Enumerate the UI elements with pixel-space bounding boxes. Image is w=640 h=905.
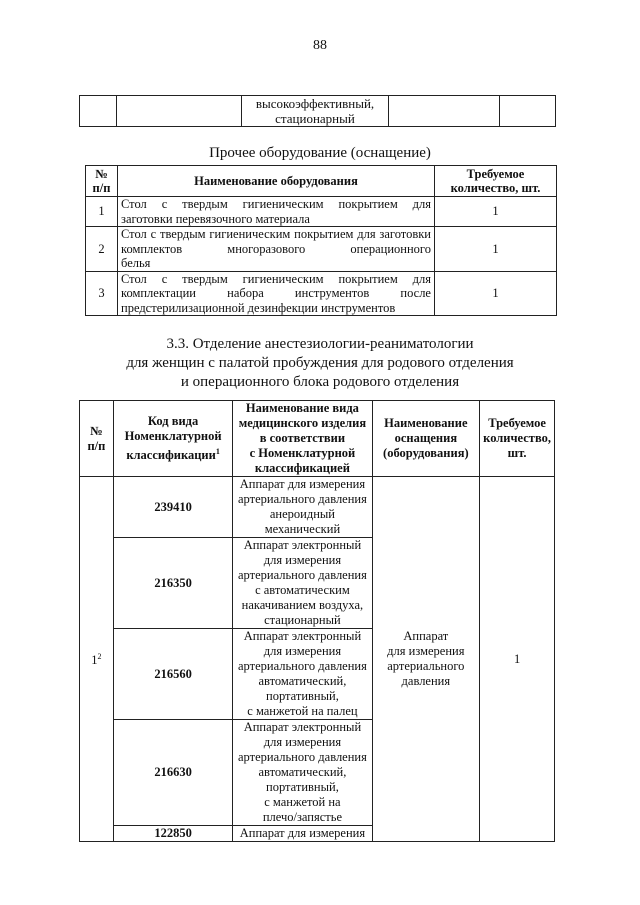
row-name-text: предстерилизационной дезинфекции инструментов	[121, 300, 396, 315]
device-line: автоматический,	[258, 674, 347, 688]
equipment-line: Аппарат	[403, 629, 449, 643]
header-text: Наименование вида	[245, 401, 359, 415]
row-num: 2	[86, 227, 118, 272]
table-row	[86, 227, 557, 272]
header-text: Код вида	[147, 413, 199, 428]
table-header-row	[80, 401, 555, 477]
device-line: с автоматическим	[255, 583, 350, 597]
section-heading-line: и операционного блока родового отделения	[180, 374, 460, 390]
device-line: механический	[264, 522, 341, 536]
row-name-text: Стол с твердым гигиеническим покрытием для	[121, 197, 431, 211]
header-text: в соответствии	[259, 431, 346, 445]
continuation-table	[79, 95, 556, 127]
header-text: №	[95, 167, 108, 181]
table-header-row	[86, 166, 557, 197]
code-cell: 216630	[113, 720, 233, 826]
other-equipment-table	[85, 165, 557, 316]
code-cell: 216560	[113, 629, 233, 720]
row-name	[118, 271, 435, 316]
header-num	[86, 166, 118, 197]
code-cell: 216350	[113, 538, 233, 629]
row-name-text: Стол с твердым гигиеническим покрытием для комплектации набора инструментов после	[121, 271, 431, 300]
header-text: классификацией	[254, 461, 350, 475]
row-num: 3	[86, 271, 118, 316]
quantity-cell: 1	[480, 477, 555, 842]
equipment-line: для измерения	[387, 644, 465, 658]
header-text: Номенклатурной	[124, 428, 222, 443]
other-equipment-title: Прочее оборудование (оснащение)	[209, 145, 431, 161]
device-line: портативный,	[266, 780, 339, 794]
continuation-name-cell	[242, 96, 389, 127]
device-cell	[233, 477, 372, 538]
header-text: п/п	[87, 438, 106, 453]
empty-cell	[117, 96, 242, 127]
header-text: количество,	[483, 431, 551, 445]
device-line: для измерения	[263, 644, 342, 658]
row-name	[118, 197, 435, 227]
table-row	[80, 477, 555, 538]
empty-cell	[80, 96, 117, 127]
device-line: артериального давления	[237, 492, 367, 506]
device-line: Аппарат электронный	[243, 720, 362, 734]
header-qty	[435, 166, 557, 197]
header-name: Наименование оборудования	[118, 166, 435, 197]
header-code	[113, 401, 233, 477]
table-row	[86, 197, 557, 227]
header-text: №	[90, 423, 103, 438]
footnote-mark: 1	[215, 446, 220, 456]
device-line: автоматический,	[258, 765, 347, 779]
equipment-line: давления	[401, 674, 451, 688]
anesthesiology-table	[79, 400, 555, 842]
section-heading-line: для женщин с палатой пробуждения для родового отделения	[126, 355, 514, 371]
row-qty: 1	[435, 271, 557, 316]
row-name	[118, 227, 435, 272]
device-cell	[233, 826, 372, 842]
device-line: накачиванием воздуха,	[241, 598, 364, 612]
device-cell	[233, 629, 372, 720]
equipment-cell	[372, 477, 480, 842]
row-qty: 1	[435, 227, 557, 272]
device-line: для измерения	[263, 735, 342, 749]
header-text: Наименование	[384, 416, 468, 430]
group-num-text: 1	[91, 653, 98, 668]
header-device	[233, 401, 372, 477]
header-text: шт.	[507, 446, 527, 460]
header-text: Требуемое	[466, 167, 525, 181]
device-line: артериального давления	[237, 568, 367, 582]
device-line: стационарный	[264, 613, 341, 627]
row-name-text: Стол с твердым гигиеническим покрытием для заготовки комплектов многоразового операционного	[121, 227, 431, 256]
header-text: п/п	[92, 181, 111, 195]
device-line: с манжетой на палец	[247, 704, 358, 718]
header-text: медицинского изделия	[238, 416, 367, 430]
group-num	[80, 477, 114, 842]
row-name-text: белья	[121, 256, 151, 270]
device-line: Аппарат электронный	[243, 629, 362, 643]
footnote-mark: 2	[97, 652, 102, 662]
header-text: с Номенклатурной	[249, 446, 356, 460]
header-text: (оборудования)	[383, 446, 469, 460]
device-line: артериального давления	[237, 659, 367, 673]
header-equipment	[372, 401, 480, 477]
code-cell: 122850	[113, 826, 233, 842]
equipment-line: артериального	[387, 659, 465, 673]
row-name-text: заготовки перевязочного материала	[121, 211, 310, 226]
header-text: классификации	[126, 448, 216, 463]
device-cell	[233, 538, 372, 629]
code-cell: 239410	[113, 477, 233, 538]
header-num	[80, 401, 114, 477]
device-line: плечо/запястье	[262, 810, 343, 824]
table-row	[86, 271, 557, 316]
device-line: артериального давления	[237, 750, 367, 764]
device-line: Аппарат для измерения	[239, 477, 366, 491]
device-line: портативный,	[266, 689, 339, 703]
continuation-name-line: высокоэффективный,	[255, 96, 375, 111]
device-line: с манжетой на	[264, 795, 341, 809]
device-cell	[233, 720, 372, 826]
header-text: оснащения	[394, 431, 458, 445]
section-heading-line: 3.3. Отделение анестезиологии-реаниматологии	[166, 336, 474, 352]
header-text: количество, шт.	[450, 181, 541, 195]
section-heading	[0, 335, 640, 392]
device-line: для измерения	[263, 553, 342, 567]
empty-cell	[389, 96, 500, 127]
row-qty: 1	[435, 197, 557, 227]
continuation-name-line: стационарный	[275, 111, 355, 126]
device-line: анероидный	[269, 507, 335, 521]
header-text: Требуемое	[488, 416, 546, 430]
header-qty	[480, 401, 555, 477]
row-num: 1	[86, 197, 118, 227]
device-line: Аппарат электронный	[243, 538, 362, 552]
empty-cell	[500, 96, 556, 127]
device-line: Аппарат для измерения	[239, 826, 366, 840]
page-number: 88	[313, 38, 327, 53]
